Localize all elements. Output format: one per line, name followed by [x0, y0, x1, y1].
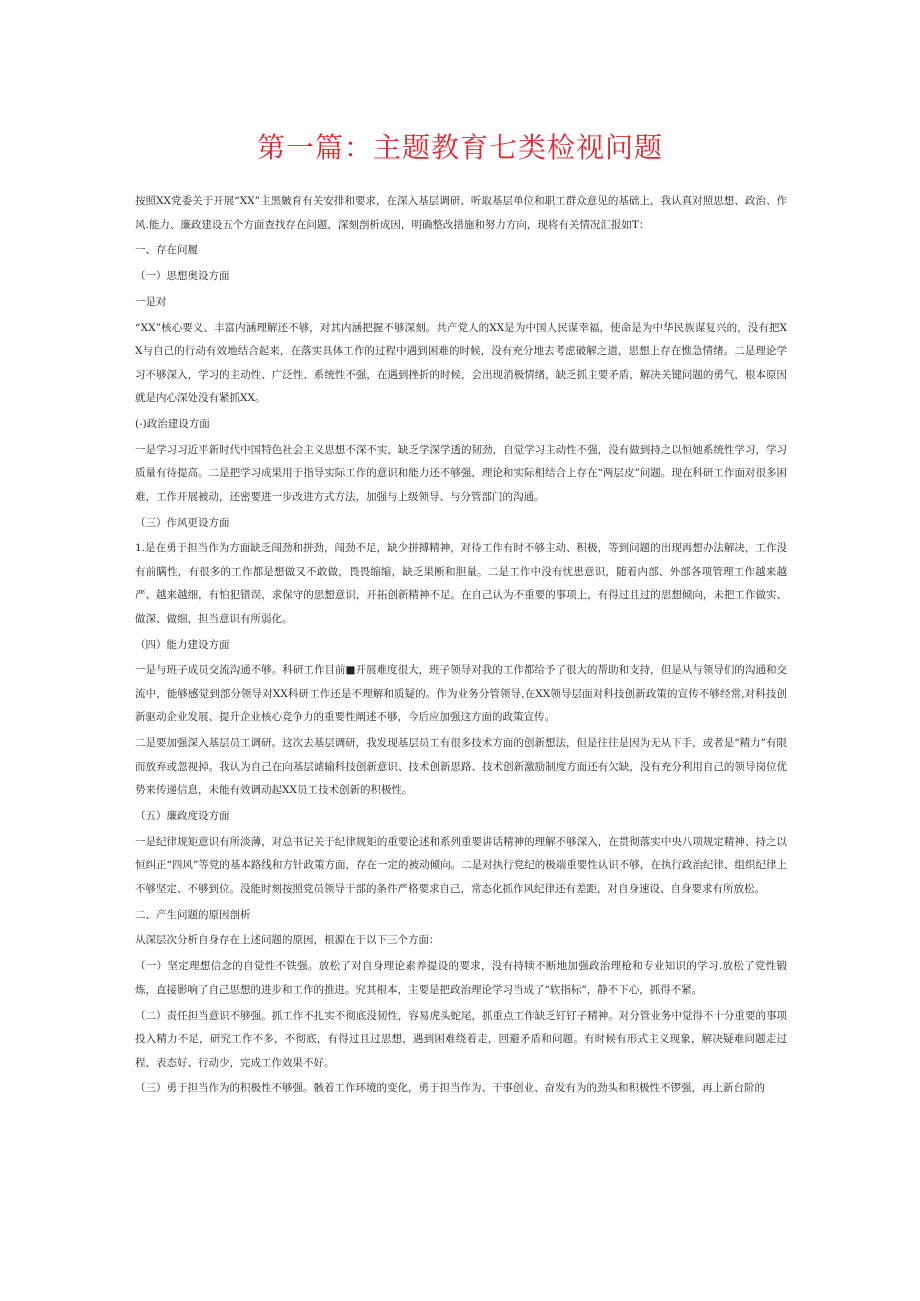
subsection-heading: （五）廉政度设方面 — [135, 810, 230, 823]
subsection-heading: （四）能力建设方面 — [135, 638, 230, 651]
subsection-heading: （三）作风更设方面 — [135, 516, 230, 529]
paragraph: 一是纪律规矩意识有所淡薄，对总书记关于纪律规矩的重要论述和系列重要讲话精神的理解不够深入，在贯彻落实中央八项规定精神、持之以恒纠正“四风”等党的基本路线和方针政策方面，存在一定的被动倾向。二是对执行党纪的极端重要性认识不够，在执行政治纪律、组织纪律上不够坚定、不够到位。没能时刻按照党员领导干部的条件严格要求自己，常态化抓作风纪律还有差距，对自身速设、自身要求有所放松。 — [135, 835, 787, 895]
paragraph: （二）责任担当意识不够强。抓工作不扎实不彻底没韧性，容易虎头蛇尾，抓重点工作缺乏钉钉子精神。对分管业务中觉得不十分重要的事项投入精力不足，研究工作不多，不彻底，有得过且过思想，遇到困难绕着走，回避矛盾和问题。有时候有形式主义现象，解决疑难问题走过程，表态好、行动少，完成工作效果不好。 — [135, 1009, 787, 1069]
paragraph: 一是学习习近平新时代中国特色社会主义思想不深不实，缺乏学深学透的韧劲，自觉学习主动性不强，没有做到持之以恒她系统性学习，学习质量有待提高。二是把学习成果用于指导实际工作的意识和能力还不够强，理论和实际相结合上存在“两层皮”问题。现在科研工作面对很多困难，工作开展被动，还密要进一步改进方式方法，加强与上级领导、与分管部门的沟通。 — [135, 443, 787, 503]
subsection-heading: (-)政治建设方面 — [135, 417, 210, 430]
paragraph: 从深层次分析自身存在上述问题的原因，根源在于以下三个方面： — [135, 934, 440, 947]
paragraph: （一）坚定理想信念的自觉性不铁强。放松了对自身理论素养提设的要求，没有持犊不断地加强政治理枪和专业知识的学习.放松了党性锻炼，直接影响了自己思想的进步和工作的推进。究其根本，主要是把政治理论学习当成了“软指标”，静不下心，抓得不紧。 — [135, 960, 787, 996]
paragraph: “XX”核心要义、丰富内涵理解还不够，对其内涵把握不够深刻。共产党人的XX是为中国人民谋幸福，使命是为中华民族谋复兴的，没有把XX与自己的行动有效地结合起来，在落实具体工作的过程中遇到困难的时候，没有充分地去考虑破解之道，思想上存在憔急情绪。二是理论学习不够深入，学习的主动性、广泛性、系统性不强，在遇到挫折的时候，会出现消极情绪，缺乏抓主要矛盾，解决关键问题的勇气，根本原因就是内心深处没有紧抓XX。 — [135, 321, 787, 405]
paragraph: 二是要加强深入基层员工调研。这次去基层调研，我发现基层员工有很多技术方面的创新想法，但是往往是因为无从下手，或者是“精力”有限而放弃或忽视掉。我认为自己在向基层谑输科技创新意识、技术创新思路、技术创新激励制度方面还有欠缺，没有充分利用自己的领导岗位优势来传递信息，未能有效调动起XX员工技术创新的积极性。 — [135, 737, 787, 797]
section-heading: 一、存在问履 — [135, 244, 198, 257]
document-title: 第一篇：主题教育七类检视问题 — [256, 131, 663, 164]
paragraph: （三）勇于担当作为的积极性不够强。骸着工作环境的变化，勇于担当作为、干事创业、奋发有为的劲头和积极性不锣强，再上新台阶的 — [135, 1082, 765, 1095]
paragraph: 1.是在勇于担当作为方面缺乏闯劲和拼劲，闯劲不足，缺少拼搏精神，对待工作有时不够主动、积极，等到问题的出现再想办法解决，工作没有前瞒性，有很多的工作都是想做又不敢做，畏畏缩缩，缺乏果断和胆量。二是工作中没有忧患意识，随着内部、外部各项管理工作越来越严、越来越细，有怕犯错误，求保守的思想意识，开拓创新精神不足。在自己认为不重要的事项上，有得过且过的思想倾向，未把工作做实、做深、做细，担当意识有所弱化。 — [135, 542, 787, 625]
paragraph: 一是与班子成员交流沟通不够。科研工作目前■开展难度很大，班子领导对我的工作都给予了很大的帮助和支持，但是从与领导们的沟通和交流中，能够感觉到部分领导对XX科研工作还是不理解和质疑的。作为业务分管领导,在XX领导层面对科技创新政策的宣传不够经常,对科技创新驱动企业发展、提升企业核心竞争力的重要性阐述不够，今后应加强这方面的政策宣传。 — [135, 664, 787, 724]
subsection-heading: （一）思想奥设方面 — [135, 270, 230, 283]
intro-paragraph: 按照XX党委关于开展“XX”主黑皴育有关安排和要求，在深入基层调研、听取基层单位和职工群众意见的基础上，我认真对照思想、政治、作风.能力、廉政建设五个方面查找存在问题，深刻剖析成因，明确整改措施和努力方向，现将有关情况汇报如T： — [135, 195, 787, 231]
document-body — [135, 190, 787, 1103]
section-heading: 二、产生问题的原因剖析 — [135, 908, 251, 921]
paragraph: 一是对 — [135, 295, 167, 308]
